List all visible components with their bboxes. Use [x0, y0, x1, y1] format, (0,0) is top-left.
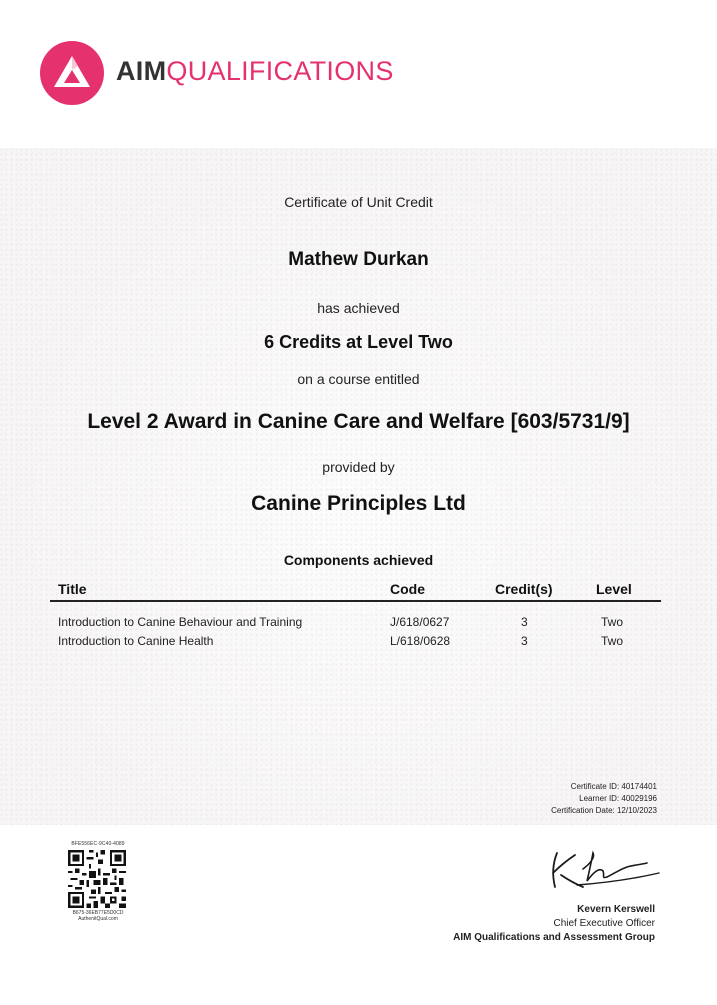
certificate-title: Certificate of Unit Credit	[284, 194, 433, 210]
row-2-credits: 3	[521, 634, 528, 648]
brand-qualifications: QUALIFICATIONS	[166, 56, 394, 86]
signatory-organisation: AIM Qualifications and Assessment Group	[453, 932, 655, 943]
qr-id-bottom: B675-36EB77E5D0CD	[72, 910, 124, 916]
column-header-code: Code	[390, 581, 425, 597]
provided-by-text: provided by	[322, 459, 395, 475]
column-header-level: Level	[596, 581, 632, 597]
row-1-title: Introduction to Canine Behaviour and Training	[58, 615, 303, 629]
qr-site: AuthenitQual.com	[78, 916, 118, 922]
row-1-code: J/618/0627	[390, 615, 450, 629]
row-1-level: Two	[601, 615, 624, 629]
certificate-header	[0, 0, 717, 148]
column-header-title: Title	[58, 581, 87, 597]
credits-achieved: 6 Credits at Level Two	[264, 332, 453, 352]
row-2-title: Introduction to Canine Health	[58, 634, 214, 648]
learner-id: Learner ID: 40029196	[579, 794, 657, 803]
column-header-credits: Credit(s)	[495, 581, 553, 597]
row-2-code: L/618/0628	[390, 634, 451, 648]
components-heading: Components achieved	[283, 552, 434, 568]
table-header-rule	[50, 600, 661, 602]
course-title: Level 2 Award in Canine Care and Welfare [603/5731/9]	[87, 410, 630, 433]
signatory-role: Chief Executive Officer	[553, 918, 655, 929]
aim-logo-icon	[40, 41, 104, 105]
qr-code-icon[interactable]	[68, 850, 126, 908]
brand-name	[116, 54, 394, 88]
row-1-credits: 3	[521, 615, 528, 629]
certificate-id: Certificate ID: 40174401	[570, 782, 657, 791]
brand-aim: AIM	[116, 56, 167, 86]
course-entitled-text: on a course entitled	[297, 371, 420, 387]
signatory-name: Kevern Kerswell	[577, 904, 655, 915]
learner-name: Mathew Durkan	[288, 249, 429, 270]
row-2-level: Two	[601, 634, 624, 648]
certification-date: Certification Date: 12/10/2023	[551, 806, 657, 815]
signature-image	[543, 843, 663, 895]
qr-id-top: BFE556EC-9C40-4089	[71, 841, 125, 847]
provider-name: Canine Principles Ltd	[251, 492, 466, 515]
has-achieved-text: has achieved	[317, 300, 400, 316]
verification-qr-block	[58, 841, 138, 922]
